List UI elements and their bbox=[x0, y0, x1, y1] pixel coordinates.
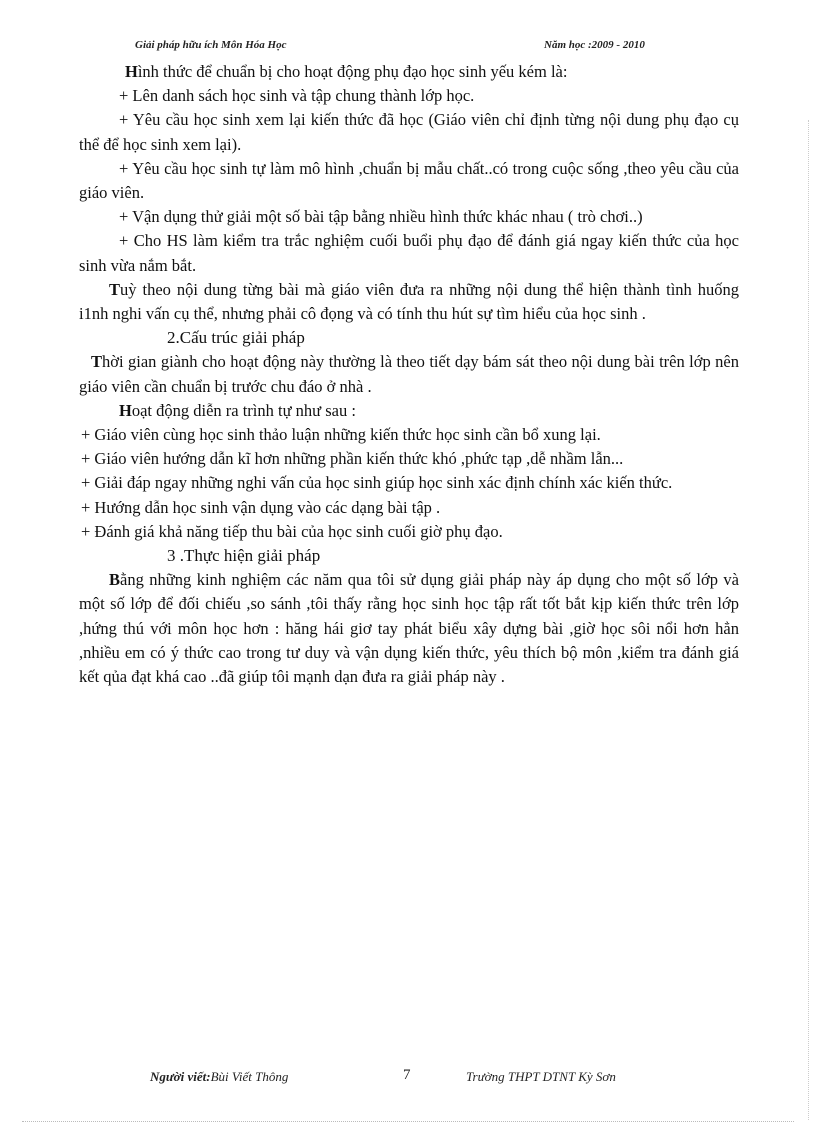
drop-letter: T bbox=[91, 352, 103, 372]
footer-author: Người viết:Bùi Viết Thông bbox=[150, 1069, 289, 1084]
bullet-item: + Yêu cầu học sinh xem lại kiến thức đã học (Giáo viên chỉ định từng nội dung phụ đạo cụ thể để học sinh xem lại). bbox=[79, 110, 739, 154]
header-title: Giải pháp hữu ích Môn Hóa Học bbox=[135, 39, 287, 51]
paragraph: Bằng những kinh nghiệm các năm qua tôi sử dụng giải pháp này áp dụng cho một số lớp và một số lớp để đối chiếu ,so sánh ,tôi thấy rằng học sinh học tập rất tốt bắt kịp kiến thức trên lớp ,hứng thú với môn học hơn : hăng hái giơ tay phát biểu xây dựng bài ,giờ học sôi nổi hơn hẳn ,nhiều em có ý thức cao trong tư duy và vận dụng kiến thức, yêu thích bộ môn ,kiểm tra đánh giá kết qủa đạt khá cao ..đã giúp tôi mạnh dạn đưa ra giải pháp này . bbox=[79, 570, 739, 687]
paragraph: Hoạt động diễn ra trình tự như sau : bbox=[119, 400, 356, 420]
paragraph: Thời gian giành cho hoạt động này thường là theo tiết dạy bám sát theo nội dung bài trên lớp nên giáo viên cần chuẩn bị trước chu đáo ở nhà . bbox=[79, 352, 739, 396]
bullet-item: + Cho HS làm kiểm tra trắc nghiệm cuối buổi phụ đạo để đánh giá ngay kiến thức của học sinh vừa nắm bắt. bbox=[79, 231, 739, 275]
list-item: + Đánh giá khả năng tiếp thu bài của học sinh cuối giờ phụ đạo. bbox=[81, 521, 503, 541]
drop-letter: T bbox=[109, 279, 121, 299]
header-school-year: Năm học :2009 - 2010 bbox=[544, 39, 645, 51]
footer-school: Trường THPT DTNT Kỳ Sơn bbox=[466, 1069, 616, 1084]
bullet-item: + Yêu cầu học sinh tự làm mô hình ,chuẩn bị mẫu chất..có trong cuộc sống ,theo yêu cầu của giáo viên. bbox=[79, 158, 739, 203]
list-item: + Giáo viên cùng học sinh thảo luận những kiến thức học sinh cần bổ xung lại. bbox=[81, 425, 601, 445]
bullet-item: + Lên danh sách học sinh và tập chung thành lớp học. bbox=[119, 86, 475, 106]
drop-letter: B bbox=[109, 570, 121, 590]
drop-letter: H bbox=[125, 62, 138, 81]
paragraph-intro: Hình thức để chuẩn bị cho hoạt động phụ đạo học sinh yếu kém là: bbox=[125, 62, 568, 81]
list-item: + Giải đáp ngay những nghi vấn của học sinh giúp học sinh xác định chính xác kiến thức. bbox=[81, 473, 673, 493]
section-heading: 2.Cấu trúc giải pháp bbox=[167, 328, 305, 348]
page-number: 7 bbox=[403, 1067, 411, 1083]
drop-letter: H bbox=[119, 400, 132, 420]
list-item: + Hướng dẫn học sinh vận dụng vào các dạng bài tập . bbox=[81, 497, 441, 517]
bullet-item: + Vận dụng thử giải một số bài tập bằng nhiều hình thức khác nhau ( trò chơi..) bbox=[119, 207, 643, 227]
paragraph: Tuỳ theo nội dung từng bài mà giáo viên đưa ra những nội dung thể hiện thành tình huống i1nh nghi vấn cụ thể, nhưng phải cô đọng và có tính thu hút sự tìm hiểu của học sinh . bbox=[79, 279, 739, 324]
document-body bbox=[79, 60, 739, 689]
list-item: + Giáo viên hướng dẫn kĩ hơn những phần kiến thức khó ,phức tạp ,dễ nhầm lẫn... bbox=[81, 449, 624, 469]
page-edge-divider bbox=[808, 120, 809, 1120]
page-edge-divider bbox=[22, 1121, 794, 1122]
section-heading: 3 .Thực hiện giải pháp bbox=[167, 546, 321, 566]
